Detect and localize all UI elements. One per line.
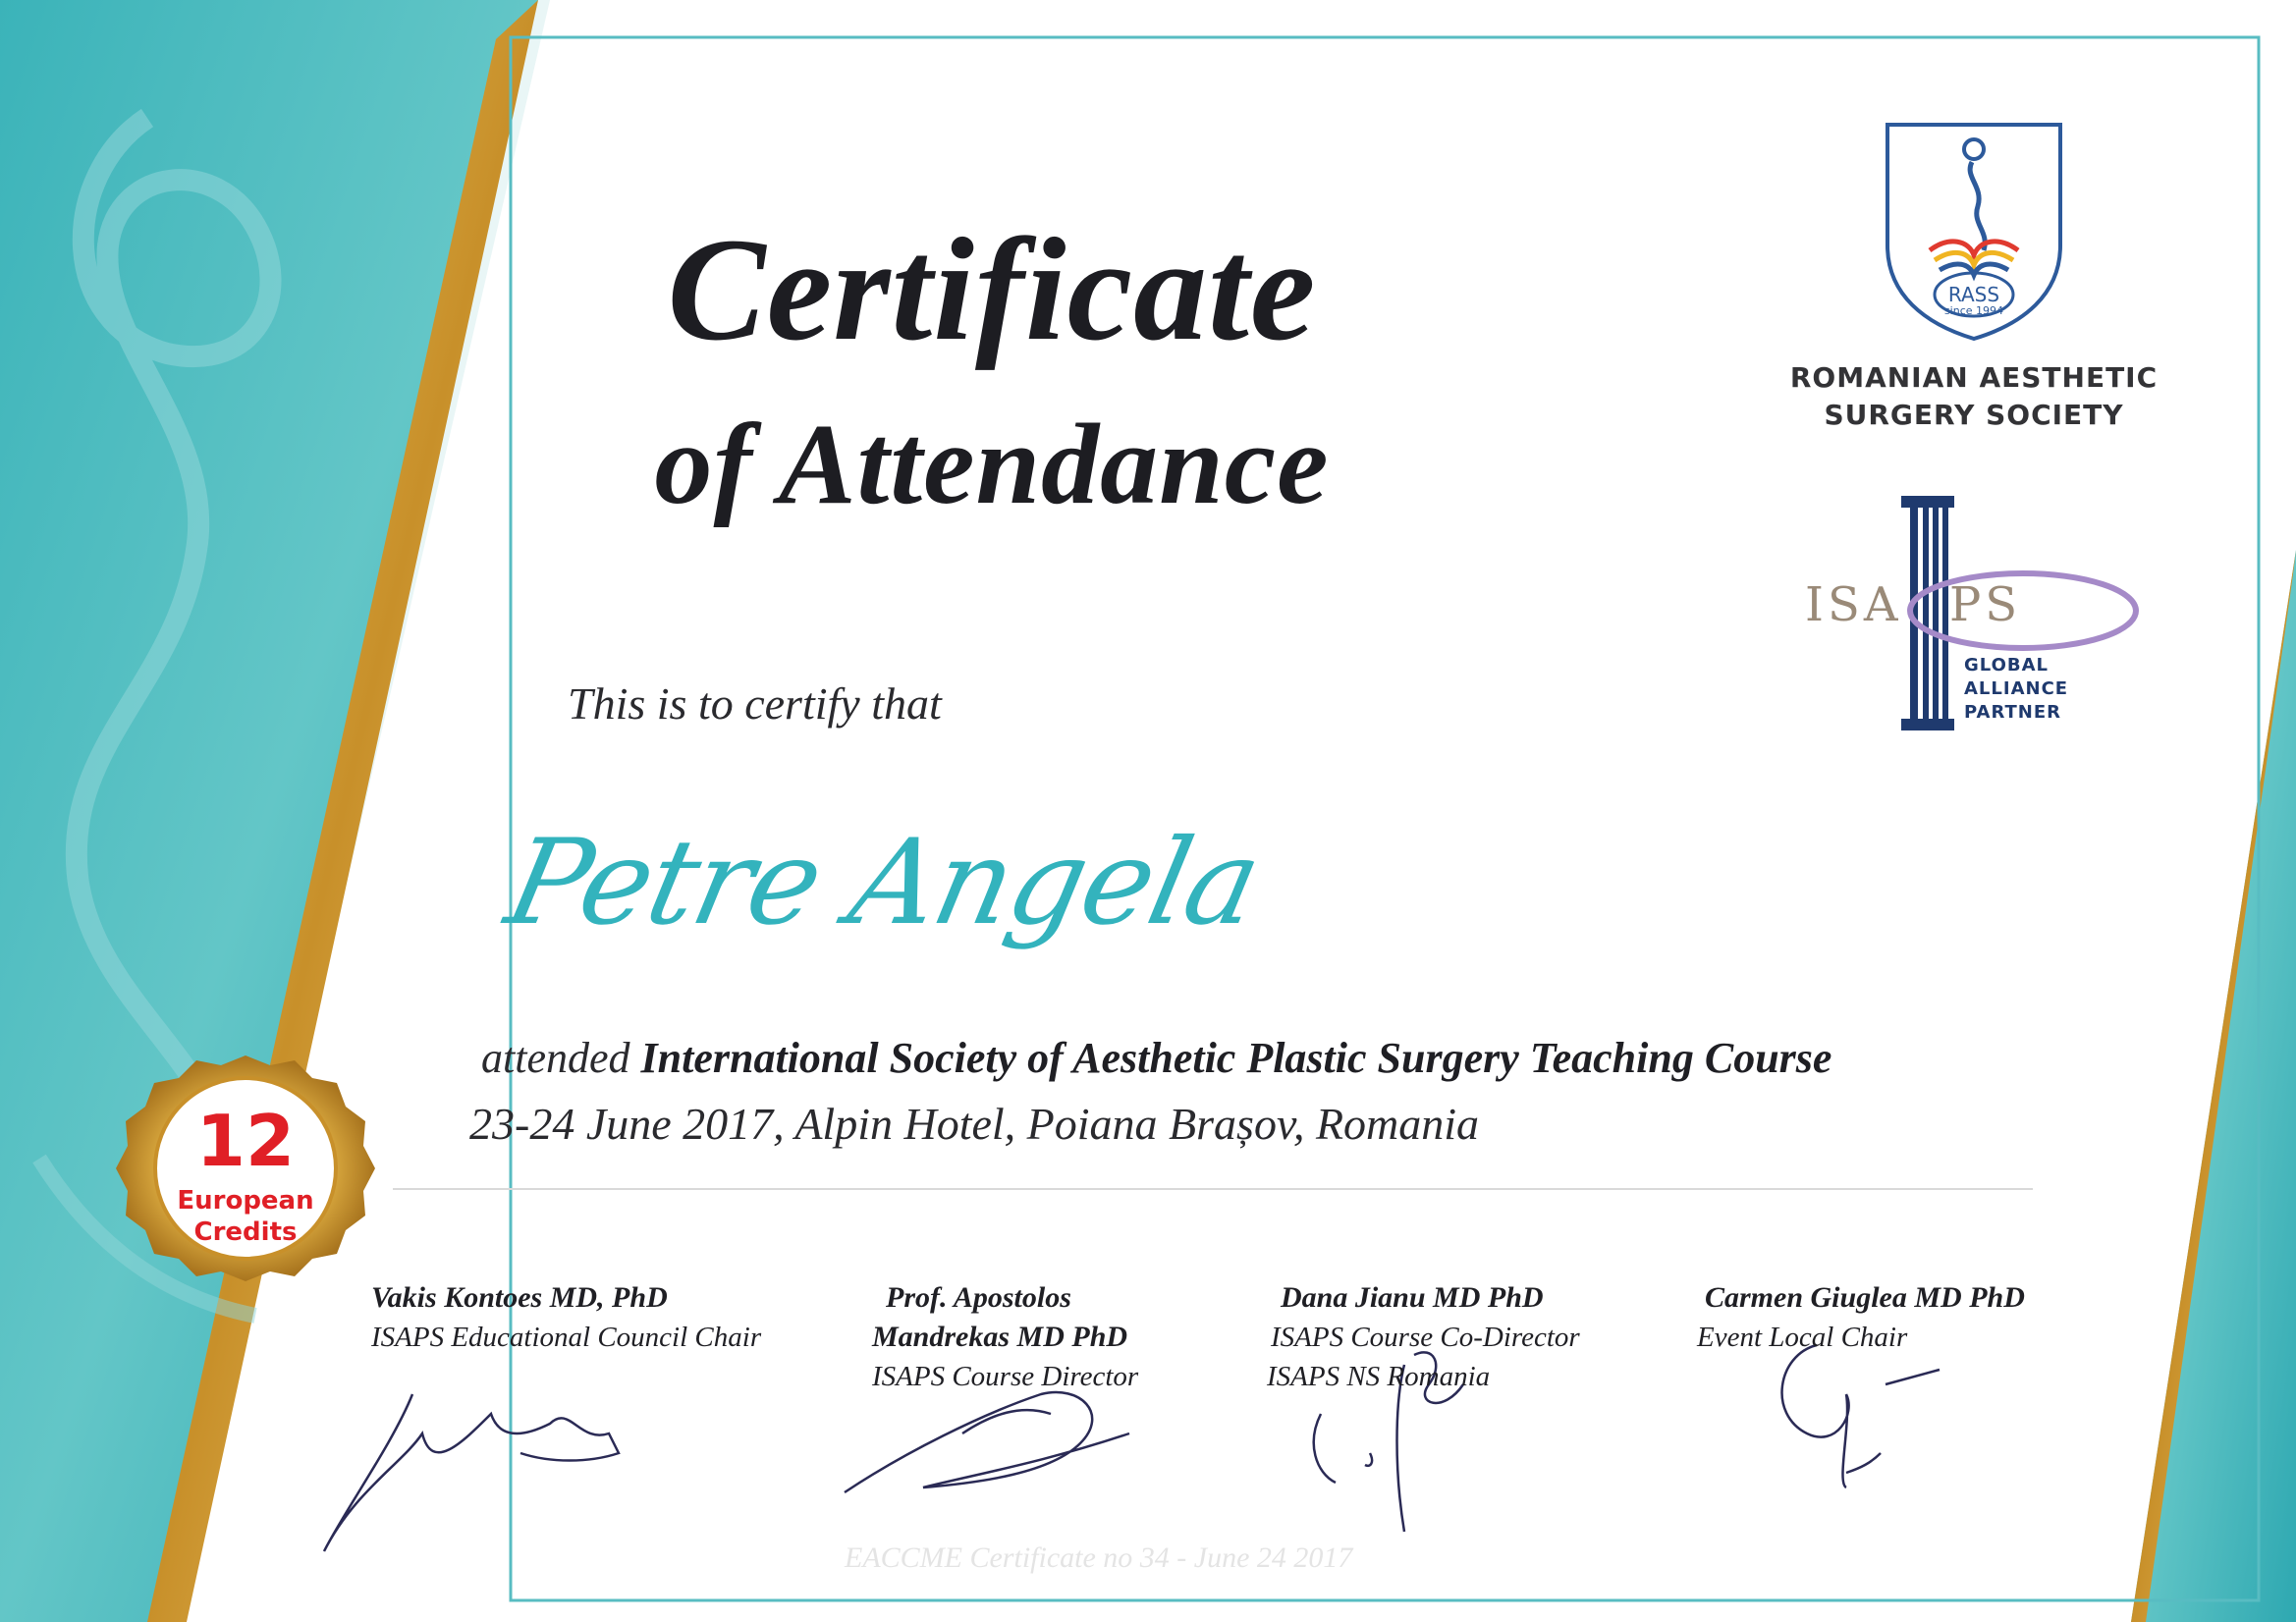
signatory-name: Carmen Giuglea MD PhD: [1705, 1281, 2025, 1314]
signature-giuglea: [1782, 1345, 1940, 1487]
rass-badge-since: since 1994: [1943, 304, 2004, 317]
signatory-kontoes: [371, 1278, 761, 1357]
left-decorative-panel: [0, 0, 550, 1622]
course-name: International Society of Aesthetic Plastic Surgery Teaching Course: [640, 1034, 1832, 1082]
signature-mandrekas: [845, 1392, 1129, 1492]
right-decorative-panel: [2131, 550, 2296, 1622]
signature-kontoes: [324, 1394, 619, 1551]
signatory-name: Dana Jianu MD PhD: [1281, 1281, 1544, 1314]
credits-label-line2: Credits: [193, 1217, 298, 1247]
rass-badge-text: RASS: [1947, 283, 2000, 306]
signatory-role-line2: ISAPS NS Romania: [1267, 1361, 1491, 1392]
signatory-mandrekas: [872, 1278, 1138, 1396]
certificate-title-line2: of Attendance: [654, 400, 1330, 528]
rass-name-line2: SURGERY SOCIETY: [1824, 399, 2124, 431]
date-location: 23-24 June 2017, Alpin Hotel, Poiana Brașov, Romania: [469, 1099, 1480, 1149]
signatory-role-line1: ISAPS Course Co-Director: [1271, 1322, 1580, 1353]
certificate-title-line1: Certificate: [667, 208, 1317, 371]
signatory-role: ISAPS Course Director: [872, 1361, 1139, 1392]
credits-number: 12: [195, 1100, 296, 1182]
isaps-logo-text-left: ISA: [1805, 577, 1902, 632]
signatory-name: Vakis Kontoes MD, PhD: [371, 1281, 668, 1314]
signature-divider: [393, 1188, 2033, 1190]
eaccme-footer-note: EACCME Certificate no 34 - June 24 2017: [845, 1541, 1353, 1574]
recipient-name: Petre Angela: [496, 815, 1271, 951]
signatory-giuglea: [1697, 1278, 2025, 1357]
isaps-partner-line2: ALLIANCE: [1964, 678, 2069, 699]
signatory-jianu: [1267, 1278, 1580, 1396]
signatory-name-line1: Prof. Apostolos: [886, 1281, 1071, 1314]
attended-line: [481, 1033, 1831, 1083]
isaps-partner-line3: PARTNER: [1964, 702, 2062, 723]
rass-name-line1: ROMANIAN AESTHETIC: [1789, 361, 2159, 394]
signatory-role: Event Local Chair: [1697, 1322, 1908, 1353]
isaps-partner-line1: GLOBAL: [1964, 655, 2050, 676]
signatory-role: ISAPS Educational Council Chair: [371, 1322, 762, 1353]
isaps-logo-text-right: PS: [1949, 577, 2022, 632]
signatory-name-line2: Mandrekas MD PhD: [872, 1321, 1128, 1353]
attended-prefix: attended: [481, 1034, 630, 1082]
credits-label-line1: European: [177, 1186, 314, 1216]
certify-text: This is to certify that: [568, 678, 942, 729]
